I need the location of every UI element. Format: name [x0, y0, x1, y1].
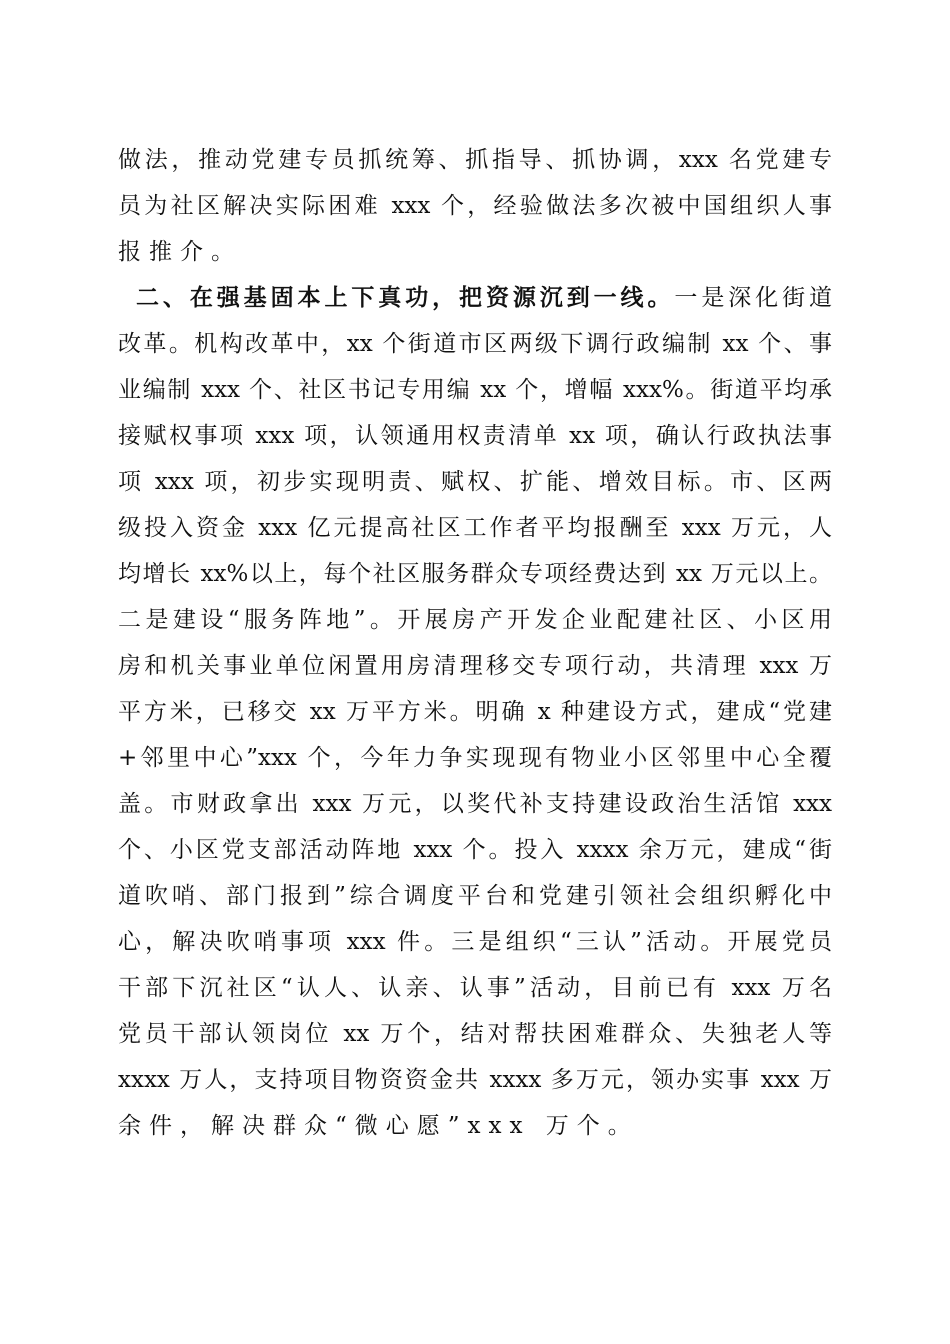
text-line: 平方米，已移交 xx 万平方米。明确 x 种建设方式，建成“党建 — [118, 699, 832, 725]
text-line: 心，解决吹哨事项 xxx 件。三是组织“三认”活动。开展党员 — [118, 929, 832, 955]
section-heading-line — [118, 281, 832, 327]
text-line: 一是深化街道 — [674, 285, 833, 311]
text-line: 员为社区解决实际困难 xxx 个，经验做法多次被中国组织人事 — [118, 193, 832, 219]
text-line: 均增长 xx%以上，每个社区服务群众专项经费达到 xx 万元以上。 — [118, 561, 832, 587]
section-heading: 二、在强基固本上下真功，把资源沉到一线。 — [136, 285, 675, 311]
text-line: +邻里中心”xxx 个，今年力争实现现有物业小区邻里中心全覆 — [118, 745, 832, 771]
text-line: 盖。市财政拿出 xxx 万元，以奖代补支持建设政治生活馆 xxx — [118, 791, 832, 817]
text-line: 道吹哨、部门报到”综合调度平台和党建引领社会组织孵化中 — [118, 883, 832, 909]
text-line: 报推介。 — [118, 239, 242, 265]
text-line: 党员干部认领岗位 xx 万个，结对帮扶困难群众、失独老人等 — [118, 1021, 832, 1047]
text-line: 项 xxx 项，初步实现明责、赋权、扩能、增效目标。市、区两 — [118, 469, 832, 495]
text-line: 做法，推动党建专员抓统筹、抓指导、抓协调，xxx 名党建专 — [118, 147, 832, 173]
text-line: 改革。机构改革中，xx 个街道市区两级下调行政编制 xx 个、事 — [118, 331, 832, 357]
text-line: 级投入资金 xxx 亿元提高社区工作者平均报酬至 xxx 万元，人 — [118, 515, 832, 541]
text-line: 业编制 xxx 个、社区书记专用编 xx 个，增幅 xxx%。街道平均承 — [118, 377, 832, 403]
text-line: 干部下沉社区“认人、认亲、认事”活动，目前已有 xxx 万名 — [118, 975, 832, 1001]
text-line: 二是建设“服务阵地”。开展房产开发企业配建社区、小区用 — [118, 607, 832, 633]
text-line: xxxx 万人，支持项目物资资金共 xxxx 多万元，领办实事 xxx 万 — [118, 1067, 832, 1093]
text-line: 接赋权事项 xxx 项，认领通用权责清单 xx 项，确认行政执法事 — [118, 423, 832, 449]
document-page — [118, 143, 832, 1155]
text-line: 房和机关事业单位闲置用房清理移交专项行动，共清理 xxx 万 — [118, 653, 832, 679]
text-line: 余件，解决群众“微心愿”xxx 万个。 — [118, 1113, 639, 1139]
text-line: 个、小区党支部活动阵地 xxx 个。投入 xxxx 余万元，建成“街 — [118, 837, 832, 863]
